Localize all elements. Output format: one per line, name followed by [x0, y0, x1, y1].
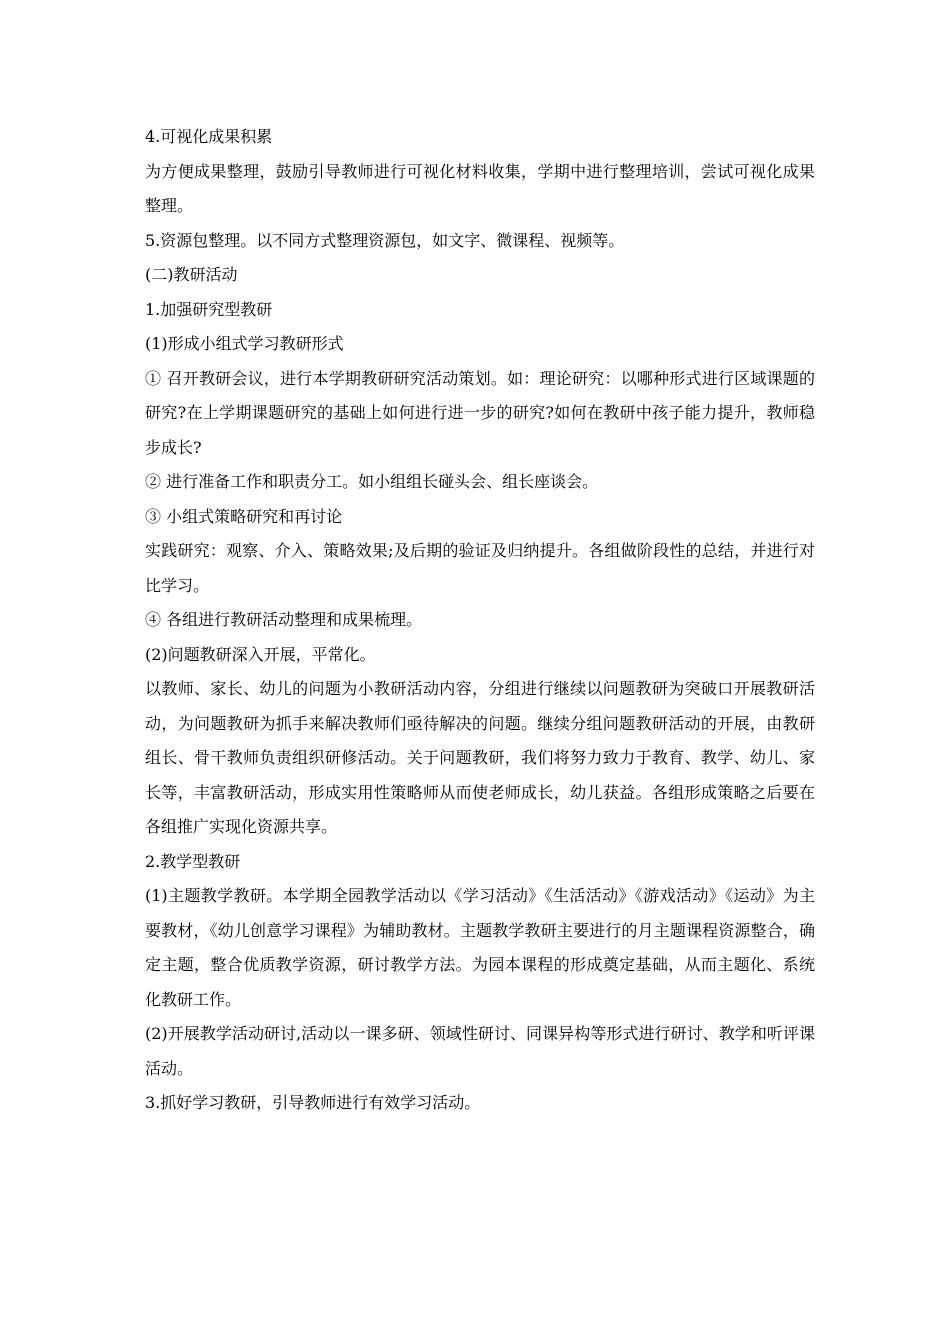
- paragraph-practice-research: 实践研究：观察、介入、策略效果;及后期的验证及归纳提升。各组做阶段性的总结，并进行对比学习。: [145, 541, 815, 595]
- paragraph-heading-visualization: 4.可视化成果积累: [145, 127, 273, 146]
- paragraph-heading-study-research: 3.抓好学习教研，引导教师进行有效学习活动。: [145, 1093, 481, 1112]
- list-item-4: ④ 各组进行教研活动整理和成果梳理。: [145, 610, 423, 629]
- paragraph-resource-package: 5.资源包整理。以不同方式整理资源包，如文字、微课程、视频等。: [145, 230, 625, 250]
- paragraph-teaching-discussion: (2)开展教学活动研讨,活动以一课多研、领域性研讨、同课异构等形式进行研讨、教学和听评课活动。: [145, 1024, 815, 1078]
- list-item-3: ③ 小组式策略研究和再讨论: [145, 506, 343, 526]
- paragraph-subheading-group-study: (1)形成小组式学习教研形式: [145, 334, 344, 353]
- paragraph-visualization-body: 为方便成果整理，鼓励引导教师进行可视化材料收集，学期中进行整理培训，尝试可视化成果整理。: [145, 161, 815, 215]
- document-page: [145, 120, 815, 1121]
- paragraph-heading-research-type: 1.加强研究型教研: [145, 299, 273, 319]
- paragraph-problem-research-body: 以教师、家长、幼儿的问题为小教研活动内容，分组进行继续以问题教研为突破口开展教研活动，为问题教研为抓手来解决教师们亟待解决的问题。继续分组问题教研活动的开展，由教研组长、骨干教师负责组织研修活动。关于问题教研，我们将努力致力于教育、教学、幼儿、家长等，丰富教研活动，形成实用性策略师从而使老师成长，幼儿获益。各组形成策略之后要在各组推广实现化资源共享。: [145, 679, 815, 836]
- paragraph-theme-teaching: (1)主题教学教研。本学期全园教学活动以《学习活动》《生活活动》《游戏活动》《运动》为主要教材，《幼儿创意学习课程》为辅助教材。主题教学教研主要进行的月主题课程资源整合，确定主题，整合优质教学资源，研讨教学方法。为园本课程的形成奠定基础，从而主题化、系统化教研工作。: [145, 886, 815, 1009]
- paragraph-subheading-problem-research: (2)问题教研深入开展，平常化。: [145, 644, 376, 664]
- paragraph-heading-teaching-type: 2.教学型教研: [145, 851, 241, 871]
- list-item-2: ② 进行准备工作和职责分工。如小组组长碰头会、组长座谈会。: [145, 472, 599, 491]
- list-item-1: ① 召开教研会议，进行本学期教研研究活动策划。如：理论研究：以哪种形式进行区域课题的研究?在上学期课题研究的基础上如何进行进一步的研究?如何在教研中孩子能力提升，教师稳步成长?: [145, 368, 815, 457]
- section-heading-research-activities: (二)教研活动: [145, 265, 238, 284]
